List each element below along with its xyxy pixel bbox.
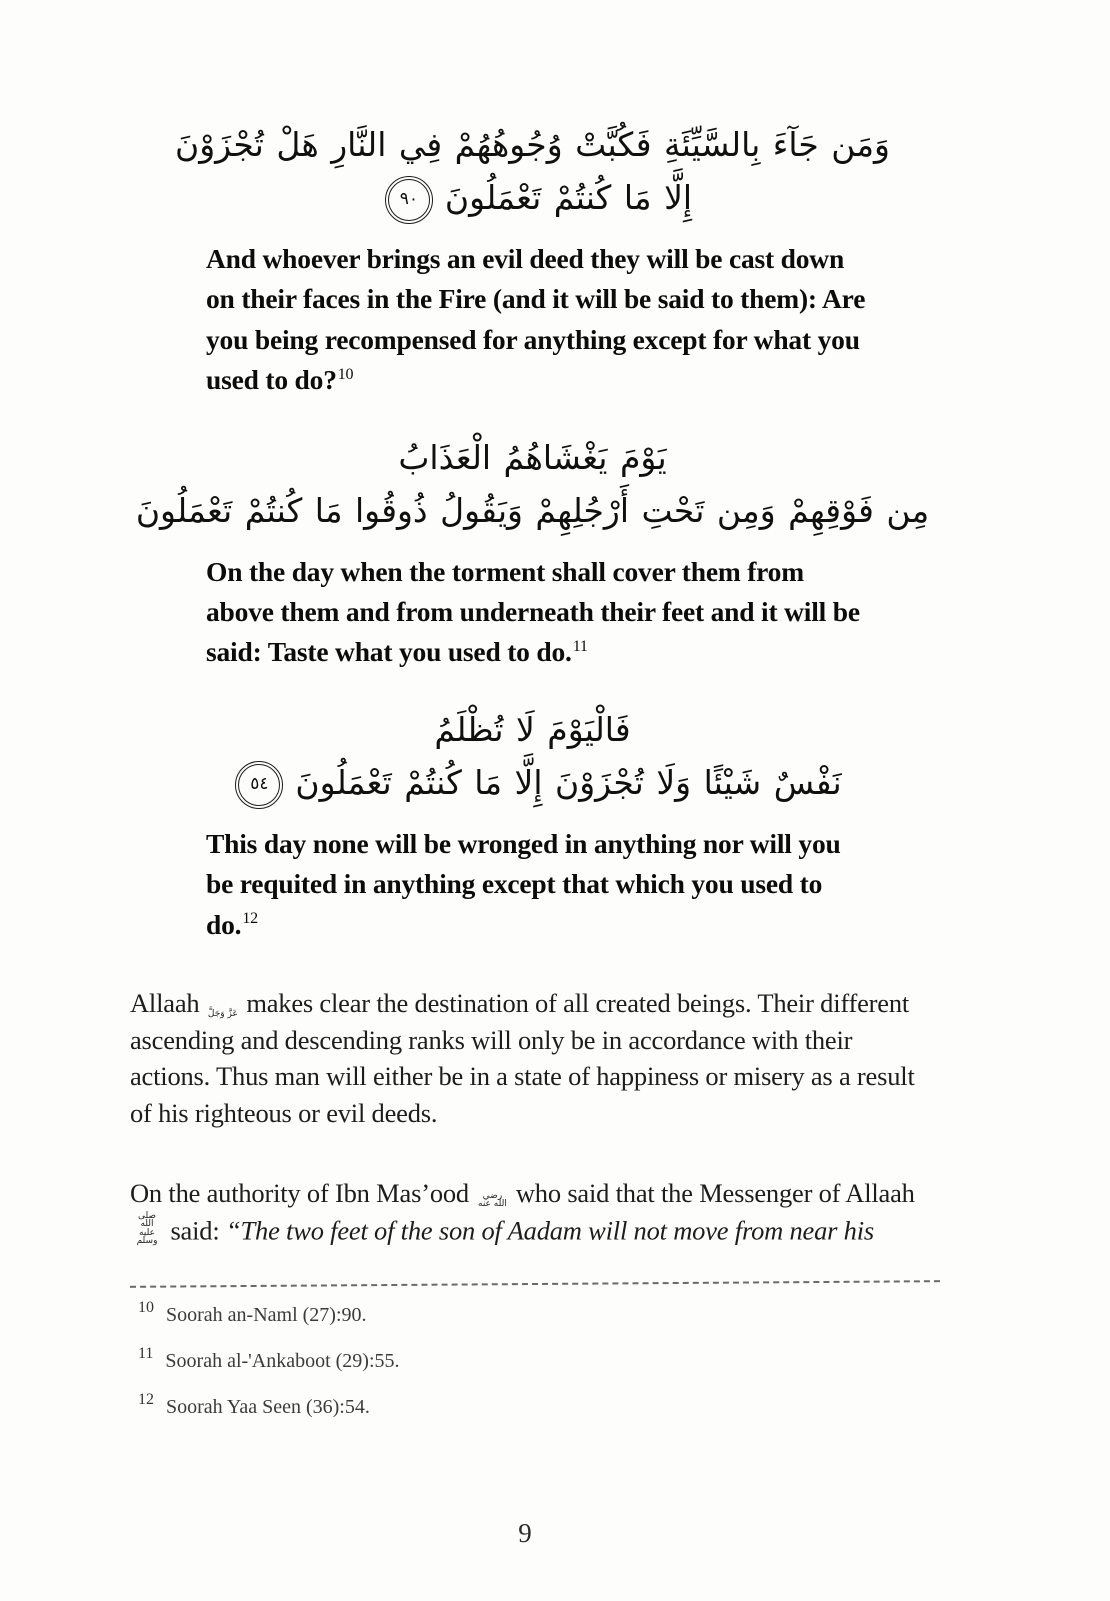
paragraph-text: makes clear the destination of all created beings. Their different ascending and descending ranks will only be in accordance with their actions. Thus man will either be in a state of happiness or misery as a result of his righteous or evil deeds.	[130, 987, 915, 1128]
footnote-number: 10	[138, 1298, 154, 1316]
radi-allahu-anhu-calligraphy-icon: رضي الله عنه	[478, 1190, 507, 1210]
page-number: 9	[518, 1518, 532, 1548]
paragraph-text: Allaah	[130, 987, 200, 1018]
footnote-item	[138, 1391, 935, 1419]
verse-block-3	[130, 703, 935, 810]
translation-text: On the day when the torment shall cover them from above them and from underneath their feet and it will be said: Taste what you used to do.	[206, 555, 860, 668]
hadith-paragraph	[130, 1175, 935, 1249]
verse-number-ornament: ٩٠	[385, 176, 433, 224]
footnote-text: Soorah an-Naml (27):90.	[166, 1303, 367, 1326]
arabic-text: نَفْسٌ شَيْئًا وَلَا تُجْزَوْنَ إِلَّا مَا كُنتُمْ تَعْمَلُونَ	[295, 763, 842, 803]
translation-text: And whoever brings an evil deed they will be cast down on their faces in the Fire (and it will be said to them): Are you being recompensed for anything except for what you used to do?	[206, 242, 866, 396]
footnotes-section	[130, 1299, 935, 1419]
footnote-number: 12	[138, 1390, 154, 1408]
azza-wa-jall-calligraphy-icon: عَزَّ وَجَلَّ	[207, 1008, 238, 1019]
sallallahu-alayhi-wa-sallam-calligraphy-icon: صلى الله عليه وسلم	[136, 1210, 158, 1247]
footnote-separator	[130, 1280, 940, 1288]
verse-translation-3	[206, 824, 874, 945]
arabic-text: يَوْمَ يَغْشَاهُمُ الْعَذَابُ	[398, 437, 667, 477]
verse-block-2	[130, 431, 935, 538]
verse-block-1	[130, 118, 935, 225]
arabic-verse-line	[130, 484, 935, 537]
paragraph-text: On the authority of Ibn Mas’ood	[130, 1178, 469, 1209]
arabic-text: فَالْيَوْمَ لَا تُظْلَمُ	[434, 709, 631, 749]
verse-number-ornament: ٥٤	[235, 761, 283, 809]
paragraph-text: who said that the Messenger of Allaah	[515, 1178, 915, 1209]
footnote-text: Soorah al-'Ankaboot (29):55.	[165, 1349, 400, 1372]
page-content	[130, 118, 935, 1437]
arabic-verse-line	[130, 703, 935, 756]
arabic-text: إِلَّا مَا كُنتُمْ تَعْمَلُونَ	[444, 178, 693, 218]
arabic-text: وَمَن جَآءَ بِالسَّيِّئَةِ فَكُبَّتْ وُجُوهُهُمْ فِي النَّارِ هَلْ تُجْزَوْنَ	[175, 125, 890, 164]
arabic-verse-line	[130, 431, 935, 484]
translation-text: This day none will be wronged in anything nor will you be requited in anything except that which you used to do.	[206, 827, 841, 940]
arabic-text: مِن فَوْقِهِمْ وَمِن تَحْتِ أَرْجُلِهِمْ وَيَقُولُ ذُوقُوا مَا كُنتُمْ تَعْمَلُونَ	[135, 491, 930, 531]
paragraph-text: said:	[170, 1215, 220, 1246]
footnote-reference: 10	[337, 366, 354, 384]
verse-translation-2	[206, 552, 874, 673]
footnote-item	[138, 1345, 935, 1373]
arabic-verse-line	[130, 118, 935, 171]
arabic-verse-line	[130, 171, 935, 224]
verse-translation-1	[206, 239, 874, 401]
footnote-reference: 12	[242, 910, 258, 928]
footnote-reference: 11	[572, 638, 588, 656]
footnote-text: Soorah Yaa Seen (36):54.	[166, 1395, 370, 1418]
arabic-verse-line	[130, 756, 935, 809]
footnote-number: 11	[138, 1344, 154, 1362]
footnote-item	[138, 1299, 935, 1327]
commentary-paragraph	[130, 985, 935, 1131]
hadith-quote-text: “The two feet of the son of Aadam will not move from near his	[225, 1215, 875, 1246]
